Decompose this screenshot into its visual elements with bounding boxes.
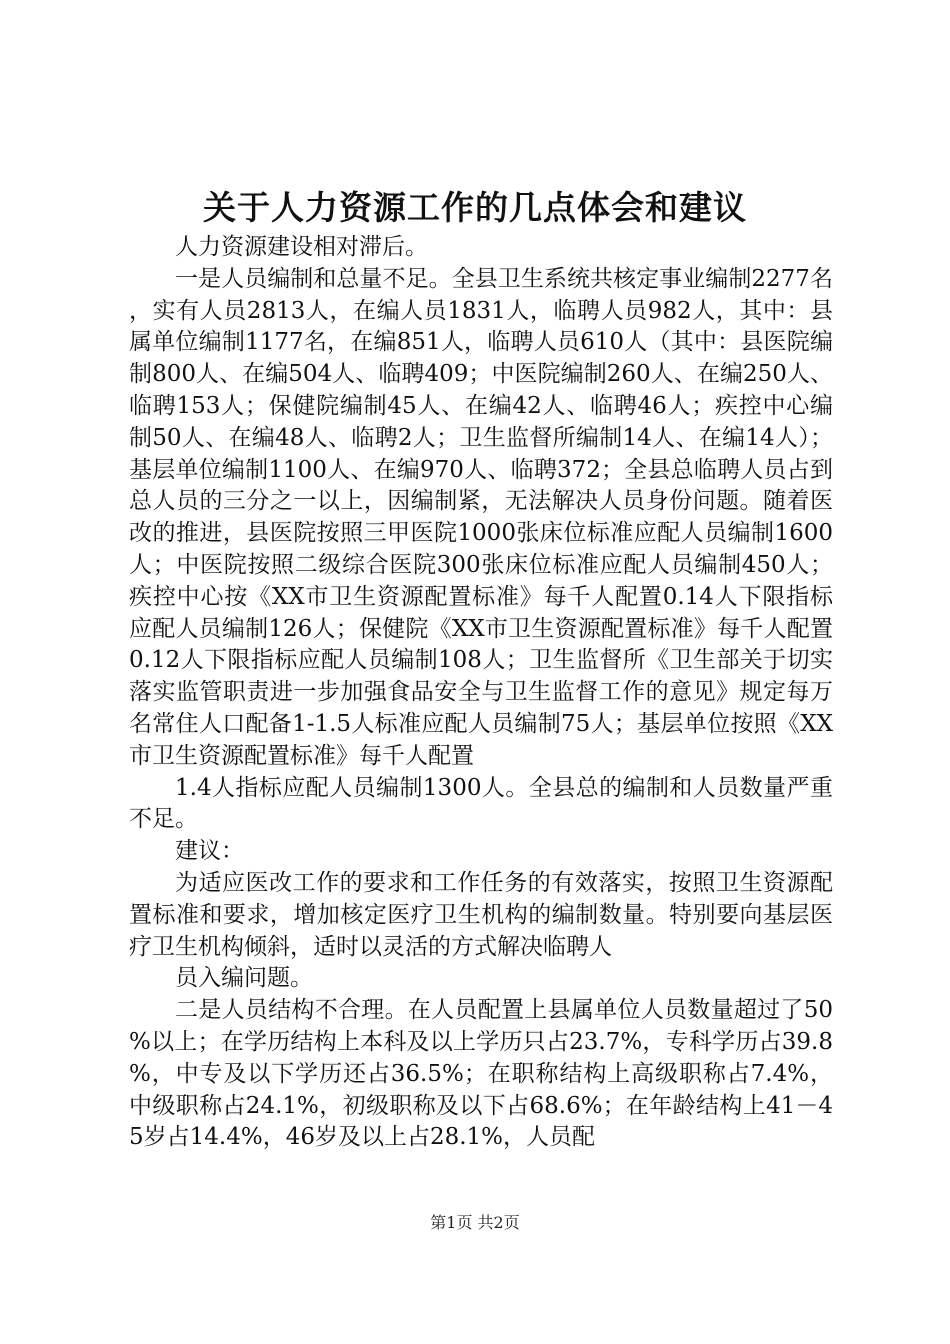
page-footer: 第1页 共2页 [430, 1213, 520, 1232]
paragraph-structure: 二是人员结构不合理。在人员配置上县属单位人员数量超过了50%以上；在学历结构上本科及以上学历只占23.7%，专科学历占39.8%，中专及以下学历还占36.5%；在职称结构上高级职称占7.4%，中级职称占24.1%，初级职称及以下占68.6%；在年龄结构上41－45岁占14.4%，46岁及以上占28.1%，人员配 [129, 997, 833, 1151]
paragraph-staffing-shortage: 一是人员编制和总量不足。全县卫生系统共核定事业编制2277名，实有人员2813人，在编人员1831人，临聘人员982人，其中：县属单位编制1177名，在编851人，临聘人员610人（其中：县医院编制800人、在编504人、临聘409；中医院编制260人、在编250人、临聘153人；保健院编制45人、在编42人、临聘46人；疾控中心编制50人、在编48人、临聘2人；卫生监督所编制14人、在编14人）；基层单位编制1100人、在编970人、临聘372；全县总临聘人员占到总人员的三分之一以上，因编制紧，无法解决人员身份问题。随着医改的推进，县医院按照三甲医院1000张床位标准应配人员编制1600人；中医院按照二级综合医院300张床位标准应配人员编制450人；疾控中心按《XX市卫生资源配置标准》每千人配置0.14人下限指标应配人员编制126人；保健院《XX市卫生资源配置标准》每千人配置0.12人下限指标应配人员编制108人；卫生监督所《卫生部关于切实落实监管职责进一步加强食品安全与卫生监督工作的意见》规定每万名常住人口配备1-1.5人标准应配人员编制75人；基层单位按照《XX市卫生资源配置标准》每千人配置 [129, 265, 833, 769]
document-body [129, 232, 833, 1154]
paragraph-suggestion: 为适应医改工作的要求和工作任务的有效落实，按照卫生资源配置标准和要求，增加核定医疗卫生机构的编制数量。特别要向基层医疗卫生机构倾斜，适时以灵活的方式解决临聘人 [129, 869, 833, 960]
paragraph-suggestion-heading: 建议： [175, 838, 244, 865]
paragraph-staffing-total: 1.4人指标应配人员编制1300人。全县总的编制和人员数量严重不足。 [129, 774, 833, 833]
paragraph-suggestion-continued: 员入编问题。 [175, 965, 313, 992]
paragraph-intro: 人力资源建设相对滞后。 [175, 234, 428, 260]
document-title: 关于人力资源工作的几点体会和建议 [203, 188, 747, 227]
